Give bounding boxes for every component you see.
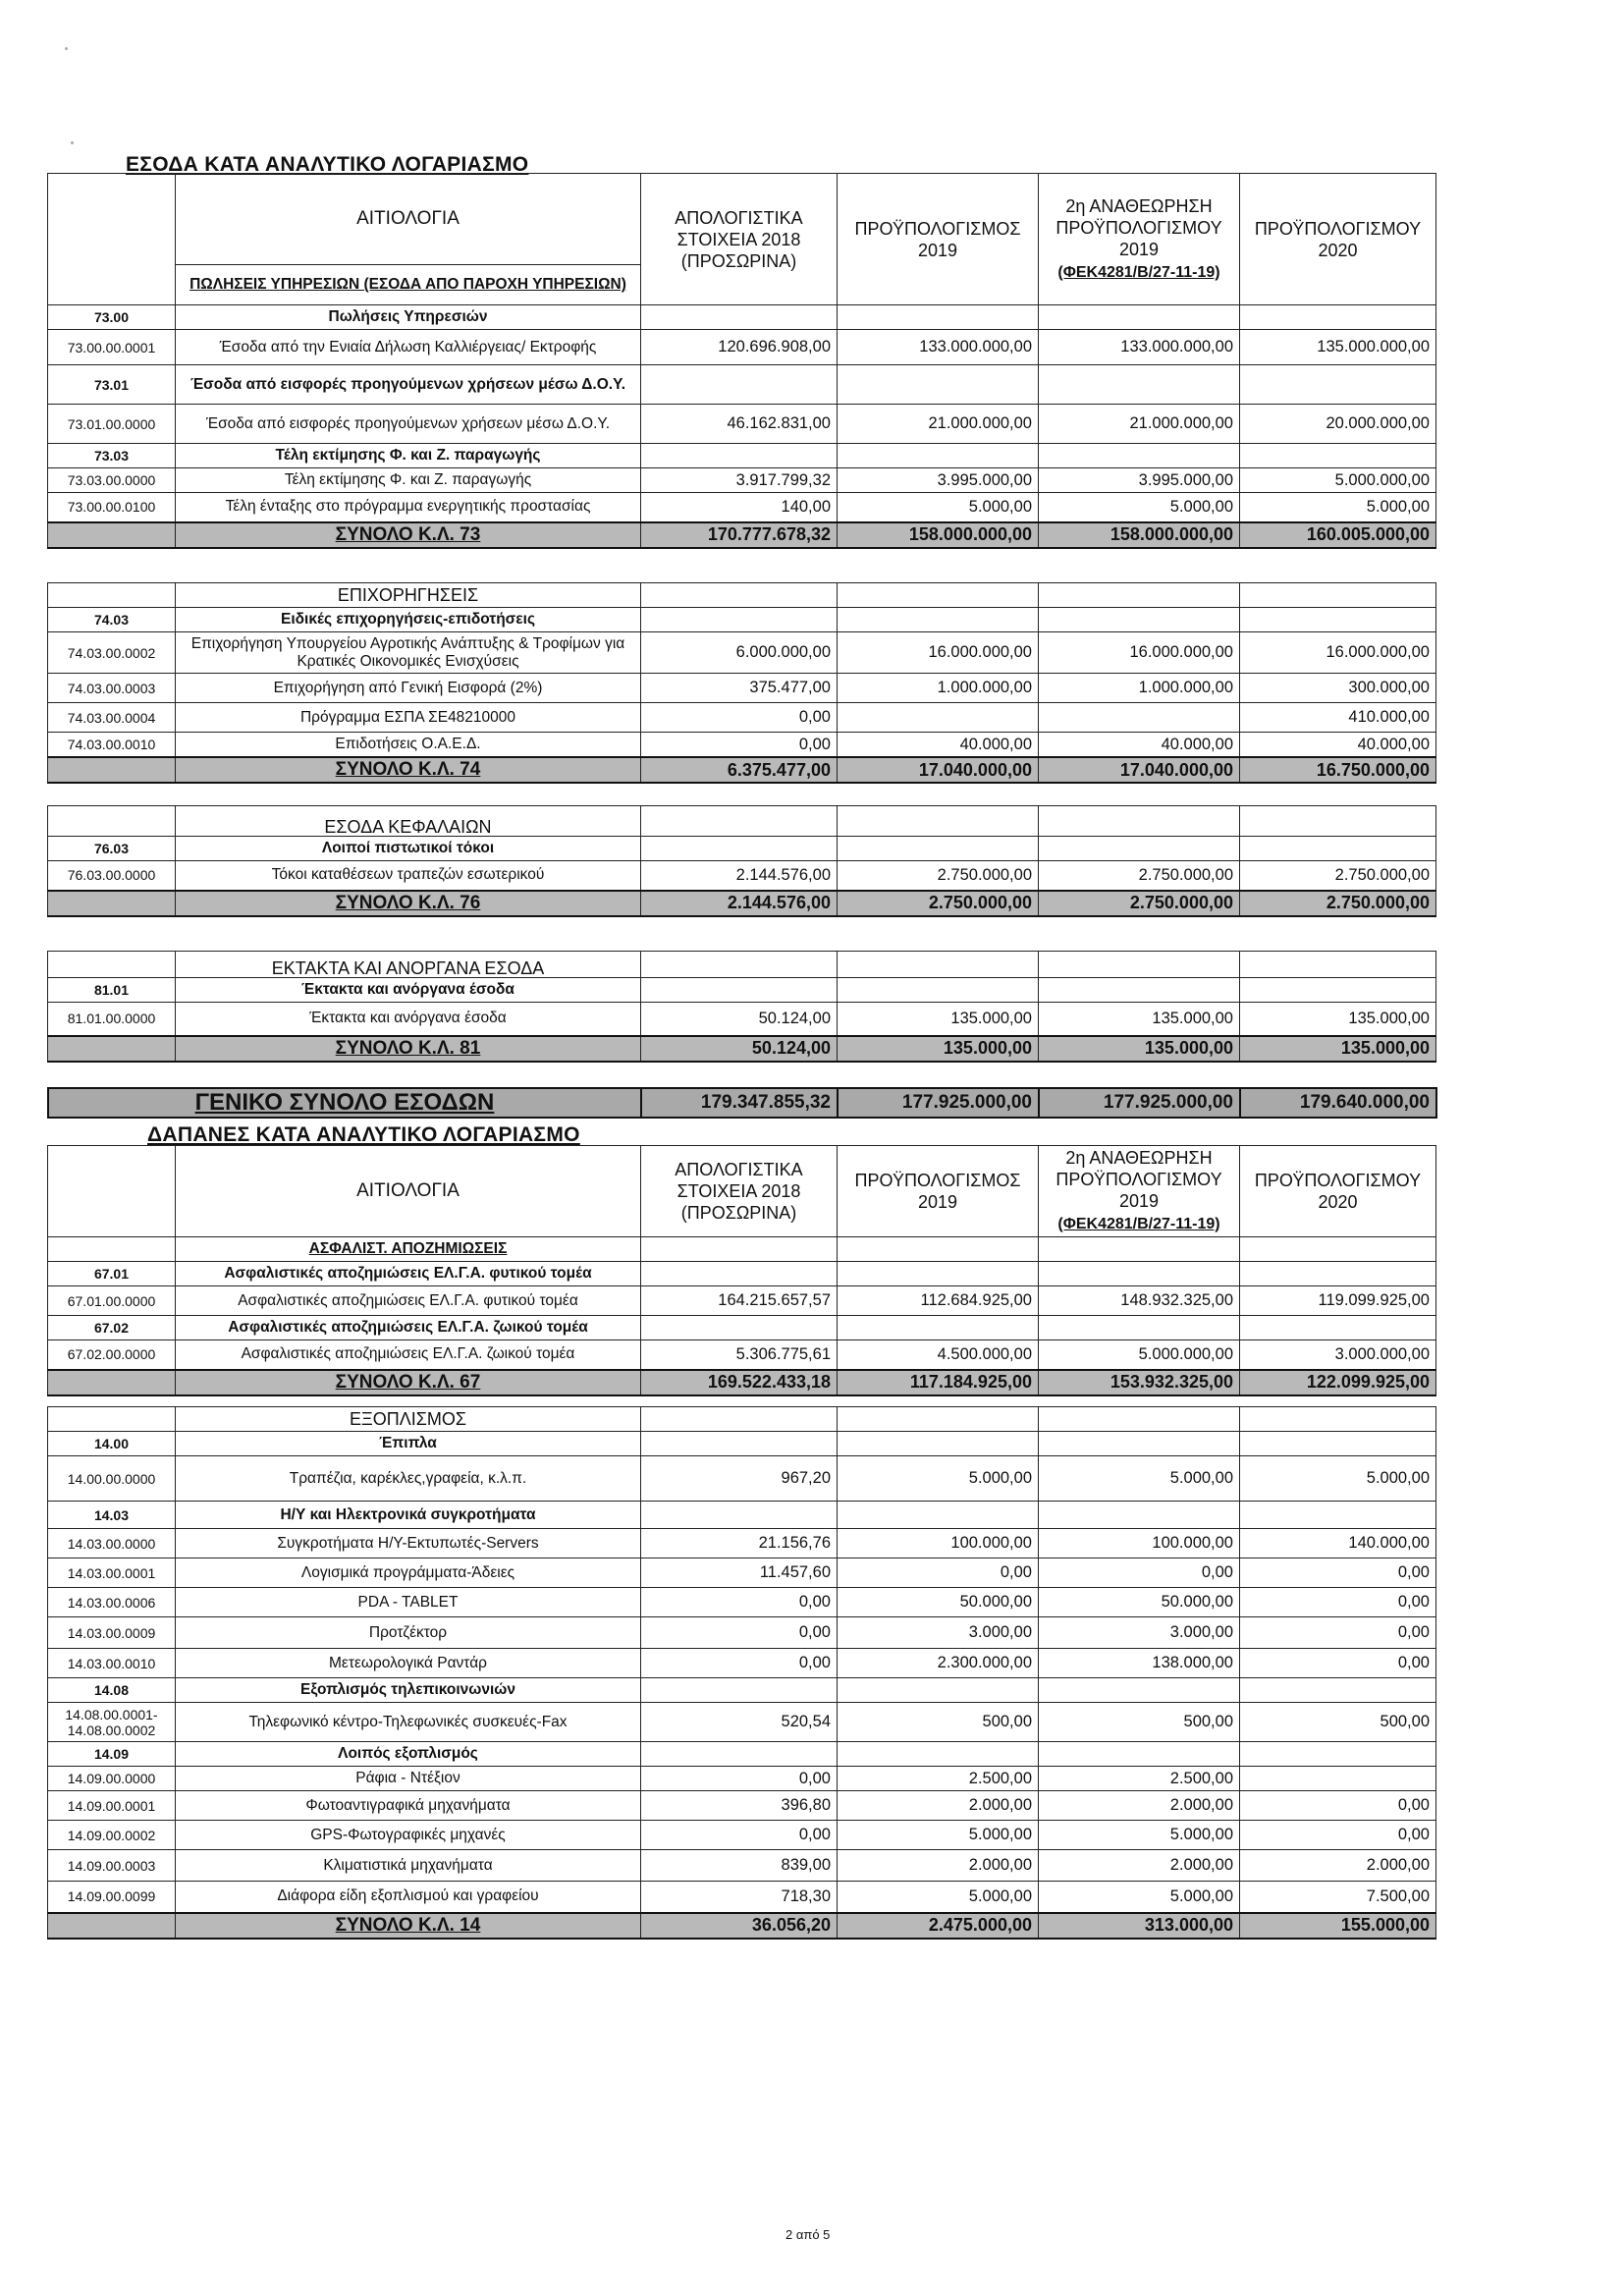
account-code: 14.09.00.0002 [48,1821,176,1850]
account-code: 73.00.00.0001 [48,330,176,365]
header-revision-label: 2η ΑΝΑΘΕΩΡΗΣΗ ΠΡΟΫΠΟΛΟΓΙΣΜΟΥ 2019 [1056,195,1222,259]
table-row [48,1742,1436,1767]
value-2018: 46.162.831,00 [641,405,838,444]
value-2019: 2.750.000,00 [838,861,1039,891]
value-2019: 3.995.000,00 [838,468,1039,493]
account-code: 14.08.00.0001- 14.08.00.0002 [48,1703,176,1742]
value-2018: 2.144.576,00 [641,861,838,891]
account-code: 73.00 [48,305,176,330]
table-row [48,1767,1436,1791]
income-title: ΕΣΟΔΑ ΚΑΤΑ ΑΝΑΛΥΤΙΚΟ ΛΟΓΑΡΙΑΣΜΟ [126,153,529,176]
value-2019: 100.000,00 [838,1529,1039,1558]
table-row [48,1340,1436,1370]
total-label: ΣΥΝΟΛΟ Κ.Λ. 67 [176,1370,641,1395]
value-2020: 16.000.000,00 [1240,632,1436,674]
table-row [48,703,1436,733]
table-row [48,493,1436,522]
value-2020: 40.000,00 [1240,733,1436,758]
header-description: ΑΙΤΙΟΛΟΓΙΑ [176,1146,641,1237]
section-heading: ΕΠΙΧΟΡΗΓΗΣΕΙΣ [176,583,641,608]
account-description: Έκτακτα και ανόργανα έσοδα [176,1003,641,1036]
income-table-76 [47,805,1436,917]
table-row [48,330,1436,365]
section-heading: ΠΩΛΗΣΕΙΣ ΥΠΗΡΕΣΙΩΝ (ΕΣΟΔΑ ΑΠΟ ΠΑΡΟΧΗ ΥΠΗΡΕΣΙΩΝ) [176,265,641,305]
value-2019: 133.000.000,00 [838,330,1039,365]
account-description: Ράφια - Ντέξιον [176,1767,641,1791]
total-label: ΣΥΝΟΛΟ Κ.Λ. 14 [176,1913,641,1939]
account-description: Ειδικές επιχορηγήσεις-επιδοτήσεις [176,608,641,632]
value-2019-rev: 2.500,00 [1039,1767,1240,1791]
total-2018: 6.375.477,00 [641,757,838,783]
account-code: 67.02 [48,1316,176,1340]
account-description: Φωτοαντιγραφικά μηχανήματα [176,1791,641,1821]
account-code: 73.03.00.0000 [48,468,176,493]
value-2018: 967,20 [641,1456,838,1502]
grand-total-2019-rev: 177.925.000,00 [1039,1088,1240,1118]
value-2020: 7.500,00 [1240,1882,1436,1913]
total-2019: 2.475.000,00 [838,1913,1039,1939]
value-2019-rev: 0,00 [1039,1558,1240,1588]
value-2020: 500,00 [1240,1703,1436,1742]
value-2019-rev: 40.000,00 [1039,733,1240,758]
value-2019: 2.500,00 [838,1767,1039,1791]
total-2019-rev: 135.000,00 [1039,1036,1240,1062]
account-description: Έκτακτα και ανόργανα έσοδα [176,978,641,1003]
account-description: Τραπέζια, καρέκλες,γραφεία, κ.λ.π. [176,1456,641,1502]
value-2019: 112.684.925,00 [838,1286,1039,1316]
value-2019-rev: 5.000.000,00 [1039,1340,1240,1370]
value-2018: 11.457,60 [641,1558,838,1588]
section-heading: ΕΞΟΠΛΙΣΜΟΣ [176,1407,641,1432]
total-2019: 2.750.000,00 [838,891,1039,916]
value-2018: 0,00 [641,1649,838,1678]
account-description: Πρόγραμμα ΕΣΠΑ ΣΕ48210000 [176,703,641,733]
value-2019-rev: 3.000,00 [1039,1617,1240,1649]
value-2020: 0,00 [1240,1617,1436,1649]
account-description: Λογισμικά προγράμματα-Άδειες [176,1558,641,1588]
value-2018: 0,00 [641,1588,838,1617]
value-2018: 375.477,00 [641,674,838,703]
value-2019: 2.000,00 [838,1791,1039,1821]
header-budget-2019: ΠΡΟΫΠΟΛΟΓΙΣΜΟΣ 2019 [838,174,1039,305]
table-row [48,1262,1436,1286]
account-description: Εξοπλισμός τηλεπικοινωνιών [176,1678,641,1703]
value-2020 [1240,1767,1436,1791]
value-2018: 6.000.000,00 [641,632,838,674]
total-2020: 135.000,00 [1240,1036,1436,1062]
table-row [48,1529,1436,1558]
value-2019: 0,00 [838,1558,1039,1588]
account-code: 73.00.00.0100 [48,493,176,522]
account-code: 14.09.00.0000 [48,1767,176,1791]
header-code-cell [48,174,176,305]
account-description: Επιχορήγηση από Γενική Εισφορά (2%) [176,674,641,703]
total-row [48,1370,1436,1395]
account-code: 14.00 [48,1432,176,1456]
account-code: 73.01 [48,365,176,405]
scan-speck [65,47,68,50]
value-2020: 2.750.000,00 [1240,861,1436,891]
account-code: 74.03.00.0003 [48,674,176,703]
value-2018: 520,54 [641,1703,838,1742]
table-header [48,174,1436,265]
total-2019-rev: 158.000.000,00 [1039,522,1240,548]
value-2019: 50.000,00 [838,1588,1039,1617]
account-code: 81.01 [48,978,176,1003]
account-code: 14.03 [48,1502,176,1529]
value-2019-rev: 2.000,00 [1039,1791,1240,1821]
value-2019-rev: 3.995.000,00 [1039,468,1240,493]
value-2020: 0,00 [1240,1821,1436,1850]
table-row [48,444,1436,468]
total-label: ΣΥΝΟΛΟ Κ.Λ. 73 [176,522,641,548]
value-2018: 21.156,76 [641,1529,838,1558]
account-code: 74.03.00.0004 [48,703,176,733]
header-revision-fek: (ΦΕΚ4281/Β/27-11-19) [1057,263,1220,281]
value-2020: 5.000.000,00 [1240,468,1436,493]
value-2020: 5.000,00 [1240,1456,1436,1502]
value-2019 [838,703,1039,733]
account-description: Ασφαλιστικές αποζημιώσεις ΕΛ.Γ.Α. ζωικού τομέα [176,1340,641,1370]
value-2019: 3.000,00 [838,1617,1039,1649]
section-heading: ΕΚΤΑΚΤΑ ΚΑΙ ΑΝΟΡΓΑΝΑ ΕΣΟΔΑ [176,952,641,978]
value-2019: 21.000.000,00 [838,405,1039,444]
value-2018: 50.124,00 [641,1003,838,1036]
value-2019: 135.000,00 [838,1003,1039,1036]
header-code-cell [48,1146,176,1237]
header-revision-label: 2η ΑΝΑΘΕΩΡΗΣΗ ΠΡΟΫΠΟΛΟΓΙΣΜΟΥ 2019 [1056,1148,1222,1211]
account-description: Ασφαλιστικές αποζημιώσεις ΕΛ.Γ.Α. φυτικού τομέα [176,1286,641,1316]
value-2018: 140,00 [641,493,838,522]
account-code: 67.01 [48,1262,176,1286]
total-row [48,757,1436,783]
value-2018: 0,00 [641,1821,838,1850]
account-code: 14.00.00.0000 [48,1456,176,1502]
value-2019-rev: 16.000.000,00 [1039,632,1240,674]
table-row [48,978,1436,1003]
account-description: Έσοδα από την Ενιαία Δήλωση Καλλιέργειας/ Εκτροφής [176,330,641,365]
table-header [48,1146,1436,1237]
account-description: Ασφαλιστικές αποζημιώσεις ΕΛ.Γ.Α. φυτικού τομέα [176,1262,641,1286]
account-description: Τηλεφωνικό κέντρο-Τηλεφωνικές συσκευές-Fax [176,1703,641,1742]
value-2020: 140.000,00 [1240,1529,1436,1558]
account-code: 67.02.00.0000 [48,1340,176,1370]
value-2018: 0,00 [641,1617,838,1649]
value-2018: 0,00 [641,733,838,758]
value-2019-rev: 5.000,00 [1039,1821,1240,1850]
header-revision-2019 [1039,1146,1240,1237]
account-description: Επιχορήγηση Υπουργείου Αγροτικής Ανάπτυξης & Τροφίμων για Κρατικές Οικονομικές Ενισχύσεις [176,632,641,674]
total-2020: 2.750.000,00 [1240,891,1436,916]
account-code: 14.03.00.0000 [48,1529,176,1558]
account-code: 14.08 [48,1678,176,1703]
value-2020: 119.099.925,00 [1240,1286,1436,1316]
header-budget-2020: ΠΡΟΫΠΟΛΟΓΙΣΜΟΥ 2020 [1240,174,1436,305]
value-2018: 396,80 [641,1791,838,1821]
grand-total-2019: 177.925.000,00 [838,1088,1039,1118]
table-row [48,674,1436,703]
table-row [48,837,1436,861]
total-2020: 16.750.000,00 [1240,757,1436,783]
table-row [48,861,1436,891]
total-2019: 17.040.000,00 [838,757,1039,783]
value-2018: 839,00 [641,1850,838,1882]
account-description: Λοιπός εξοπλισμός [176,1742,641,1767]
value-2018: 5.306.775,61 [641,1340,838,1370]
value-2020: 0,00 [1240,1649,1436,1678]
value-2019-rev [1039,703,1240,733]
value-2019-rev: 2.000,00 [1039,1850,1240,1882]
table-row [48,1588,1436,1617]
account-description: Μετεωρολογικά Ραντάρ [176,1649,641,1678]
total-2018: 36.056,20 [641,1913,838,1939]
income-table-74 [47,582,1436,784]
table-row [48,1432,1436,1456]
expenses-title: ΔΑΠΑΝΕΣ ΚΑΤΑ ΑΝΑΛΥΤΙΚΟ ΛΟΓΑΡΙΑΣΜΟ [147,1123,580,1146]
value-2019: 40.000,00 [838,733,1039,758]
value-2020: 0,00 [1240,1558,1436,1588]
account-code: 73.03 [48,444,176,468]
account-description: PDA - TABLET [176,1588,641,1617]
table-row [48,1850,1436,1882]
value-2019: 5.000,00 [838,493,1039,522]
total-2020: 122.099.925,00 [1240,1370,1436,1395]
value-2020: 20.000.000,00 [1240,405,1436,444]
value-2020: 2.000,00 [1240,1850,1436,1882]
table-row [48,365,1436,405]
header-budget-2019: ΠΡΟΫΠΟΛΟΓΙΣΜΟΣ 2019 [838,1146,1039,1237]
header-actuals-2018: ΑΠΟΛΟΓΙΣΤΙΚΑ ΣΤΟΙΧΕΙΑ 2018 (ΠΡΟΣΩΡΙΝΑ) [641,1146,838,1237]
value-2019-rev: 1.000.000,00 [1039,674,1240,703]
table-row [48,1703,1436,1742]
total-label: ΣΥΝΟΛΟ Κ.Λ. 76 [176,891,641,916]
value-2018: 718,30 [641,1882,838,1913]
total-label: ΣΥΝΟΛΟ Κ.Λ. 74 [176,757,641,783]
total-row [48,1036,1436,1062]
table-row [48,608,1436,632]
page-number: 2 από 5 [785,2227,831,2242]
total-2019-rev: 153.932.325,00 [1039,1370,1240,1395]
account-description: Τέλη εκτίμησης Φ. και Ζ. παραγωγής [176,444,641,468]
table-row [48,1678,1436,1703]
total-row [48,522,1436,548]
table-row [48,1316,1436,1340]
account-description: Η/Υ και Ηλεκτρονικά συγκροτήματα [176,1502,641,1529]
account-code: 73.01.00.0000 [48,405,176,444]
value-2020: 300.000,00 [1240,674,1436,703]
total-2019-rev: 313.000,00 [1039,1913,1240,1939]
total-2018: 170.777.678,32 [641,522,838,548]
account-description: Προτζέκτορ [176,1617,641,1649]
account-description: GPS-Φωτογραφικές μηχανές [176,1821,641,1850]
value-2018: 0,00 [641,1767,838,1791]
value-2019-rev: 5.000,00 [1039,1882,1240,1913]
header-revision-2019 [1039,174,1240,305]
table-row [48,1502,1436,1529]
income-table-73 [47,173,1436,549]
total-2019: 135.000,00 [838,1036,1039,1062]
account-description: Τέλη εκτίμησης Φ. και Ζ. παραγωγής [176,468,641,493]
account-code: 67.01.00.0000 [48,1286,176,1316]
total-2019: 117.184.925,00 [838,1370,1039,1395]
table-row [48,1286,1436,1316]
value-2019-rev: 148.932.325,00 [1039,1286,1240,1316]
value-2019: 4.500.000,00 [838,1340,1039,1370]
value-2019-rev: 5.000,00 [1039,493,1240,522]
table-row [48,1791,1436,1821]
account-code: 74.03 [48,608,176,632]
value-2020: 135.000.000,00 [1240,330,1436,365]
total-row [48,891,1436,916]
value-2020: 3.000.000,00 [1240,1340,1436,1370]
total-2019-rev: 17.040.000,00 [1039,757,1240,783]
table-row [48,1003,1436,1036]
value-2019: 2.000,00 [838,1850,1039,1882]
account-description: Ασφαλιστικές αποζημιώσεις ΕΛ.Γ.Α. ζωικού τομέα [176,1316,641,1340]
grand-total-2020: 179.640.000,00 [1240,1088,1436,1118]
value-2019: 2.300.000,00 [838,1649,1039,1678]
value-2019-rev: 135.000,00 [1039,1003,1240,1036]
table-row [48,305,1436,330]
value-2019: 500,00 [838,1703,1039,1742]
grand-total-2018: 179.347.855,32 [641,1088,838,1118]
value-2018: 3.917.799,32 [641,468,838,493]
table-row [48,1821,1436,1850]
total-label: ΣΥΝΟΛΟ Κ.Λ. 81 [176,1036,641,1062]
table-row [48,1558,1436,1588]
account-code: 14.03.00.0001 [48,1558,176,1588]
total-2019: 158.000.000,00 [838,522,1039,548]
value-2019-rev: 138.000,00 [1039,1649,1240,1678]
header-actuals-2018: ΑΠΟΛΟΓΙΣΤΙΚΑ ΣΤΟΙΧΕΙΑ 2018 (ΠΡΟΣΩΡΙΝΑ) [641,174,838,305]
value-2019-rev: 2.750.000,00 [1039,861,1240,891]
value-2020: 5.000,00 [1240,493,1436,522]
account-code: 14.09.00.0001 [48,1791,176,1821]
table-row [48,468,1436,493]
header-revision-fek: (ΦΕΚ4281/Β/27-11-19) [1057,1216,1220,1232]
value-2018: 120.696.908,00 [641,330,838,365]
table-row [48,632,1436,674]
table-row [48,1617,1436,1649]
scan-speck [71,141,74,144]
value-2018: 0,00 [641,703,838,733]
account-code: 76.03.00.0000 [48,861,176,891]
account-code: 14.03.00.0009 [48,1617,176,1649]
table-row [48,405,1436,444]
header-description: ΑΙΤΙΟΛΟΓΙΑ [176,174,641,265]
section-heading: ΑΣΦΑΛΙΣΤ. ΑΠΟΖΗΜΙΩΣΕΙΣ [176,1237,641,1262]
account-code: 14.03.00.0006 [48,1588,176,1617]
account-description: Συγκροτήματα Η/Υ-Εκτυπωτές-Servers [176,1529,641,1558]
header-budget-2020: ΠΡΟΫΠΟΛΟΓΙΣΜΟΥ 2020 [1240,1146,1436,1237]
total-2019-rev: 2.750.000,00 [1039,891,1240,916]
expenses-table-67 [47,1145,1436,1396]
account-description: Έσοδα από εισφορές προηγούμενων χρήσεων μέσω Δ.Ο.Υ. [176,365,641,405]
value-2020: 410.000,00 [1240,703,1436,733]
value-2020: 0,00 [1240,1588,1436,1617]
value-2019-rev: 50.000,00 [1039,1588,1240,1617]
grand-total-row [47,1087,1437,1119]
account-code: 81.01.00.0000 [48,1003,176,1036]
value-2019-rev: 21.000.000,00 [1039,405,1240,444]
account-description: Κλιματιστικά μηχανήματα [176,1850,641,1882]
value-2019: 5.000,00 [838,1821,1039,1850]
expenses-table-14 [47,1406,1436,1940]
account-description: Πωλήσεις Υπηρεσιών [176,305,641,330]
income-table-81 [47,951,1436,1063]
grand-total-label: ΓΕΝΙΚΟ ΣΥΝΟΛΟ ΕΣΟΔΩΝ [48,1088,641,1118]
total-2020: 160.005.000,00 [1240,522,1436,548]
value-2019: 5.000,00 [838,1456,1039,1502]
account-description: Λοιποί πιστωτικοί τόκοι [176,837,641,861]
value-2019: 16.000.000,00 [838,632,1039,674]
account-description: Τέλη ένταξης στο πρόγραμμα ενεργητικής προστασίας [176,493,641,522]
account-code: 74.03.00.0010 [48,733,176,758]
total-row [48,1913,1436,1939]
account-description: Έσοδα από εισφορές προηγούμενων χρήσεων μέσω Δ.Ο.Υ. [176,405,641,444]
value-2019-rev: 133.000.000,00 [1039,330,1240,365]
table-row [48,1456,1436,1502]
account-description: Επιδοτήσεις Ο.Α.Ε.Δ. [176,733,641,758]
account-description: Έπιπλα [176,1432,641,1456]
value-2019-rev: 500,00 [1039,1703,1240,1742]
account-code: 14.09 [48,1742,176,1767]
section-heading: ΕΣΟΔΑ ΚΕΦΑΛΑΙΩΝ [176,806,641,837]
account-code: 74.03.00.0002 [48,632,176,674]
total-2018: 169.522.433,18 [641,1370,838,1395]
value-2020: 135.000,00 [1240,1003,1436,1036]
value-2020: 0,00 [1240,1791,1436,1821]
value-2019: 1.000.000,00 [838,674,1039,703]
value-2019: 5.000,00 [838,1882,1039,1913]
account-code: 14.09.00.0099 [48,1882,176,1913]
total-2018: 2.144.576,00 [641,891,838,916]
account-description: Διάφορα είδη εξοπλισμού και γραφείου [176,1882,641,1913]
account-description: Τόκοι καταθέσεων τραπεζών εσωτερικού [176,861,641,891]
total-2020: 155.000,00 [1240,1913,1436,1939]
account-code: 14.03.00.0010 [48,1649,176,1678]
account-code: 76.03 [48,837,176,861]
table-row [48,1649,1436,1678]
table-row [48,733,1436,758]
value-2019-rev: 5.000,00 [1039,1456,1240,1502]
total-2018: 50.124,00 [641,1036,838,1062]
value-2019-rev: 100.000,00 [1039,1529,1240,1558]
account-code: 14.09.00.0003 [48,1850,176,1882]
value-2018: 164.215.657,57 [641,1286,838,1316]
table-row [48,1882,1436,1913]
